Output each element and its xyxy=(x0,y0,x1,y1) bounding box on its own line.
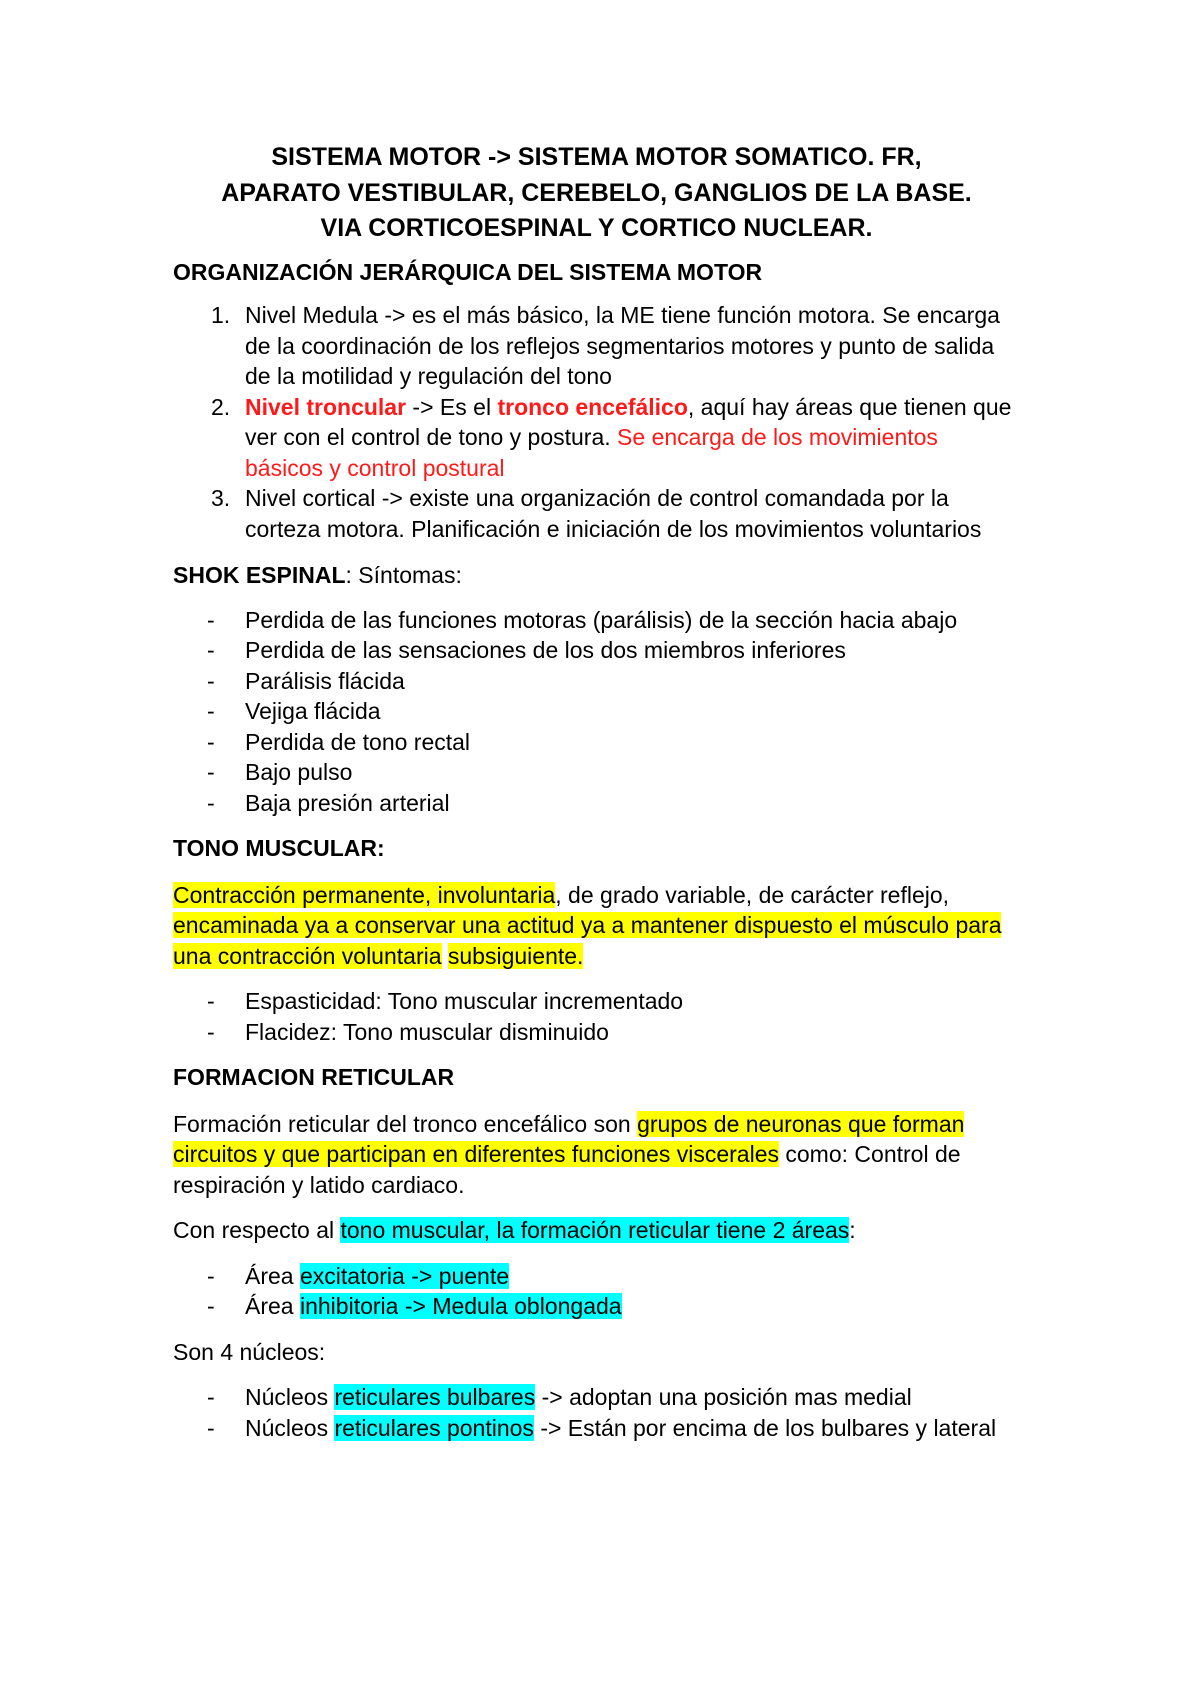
emphasis-red: Se encarga de los movimientos básicos y control postural xyxy=(245,424,938,481)
list-item-text: Perdida de las funciones motoras (parálisis) de la sección hacia abajo xyxy=(245,606,958,633)
text-run: Área xyxy=(245,1293,300,1319)
list-item xyxy=(173,727,1020,758)
highlight-cyan: -> xyxy=(404,1262,439,1289)
text-run: -> Es el xyxy=(406,393,498,420)
fr-paragraph-1 xyxy=(173,1109,1020,1201)
highlight-cyan: -> xyxy=(398,1293,433,1319)
title-line: VIA CORTICOESPINAL Y CORTICO NUCLEAR. xyxy=(320,214,873,242)
list-item xyxy=(173,392,1020,484)
fr-nuclei-list xyxy=(173,1382,1020,1443)
fr-paragraph-3: Son 4 núcleos: xyxy=(173,1338,326,1365)
list-item-text: Nivel Medula -> es el más básico, la ME tiene función motora. Se encarga de la coordinación de los reflejos segmentarios motores y punto de salida de la motilidad y regulación del tono xyxy=(245,302,1000,389)
list-item xyxy=(173,1413,1020,1444)
bullet-dash: - xyxy=(207,988,215,1014)
list-item-text: Baja presión arterial xyxy=(245,789,450,816)
emphasis-red-bold: Nivel troncular xyxy=(245,393,407,420)
text-run: : xyxy=(849,1217,856,1243)
title-line: SISTEMA MOTOR -> SISTEMA MOTOR SOMATICO. FR, xyxy=(271,143,922,171)
list-item xyxy=(173,1017,1020,1048)
bullet-dash: - xyxy=(207,1018,215,1045)
text-run: -> Están por encima de los bulbares y lateral xyxy=(533,1414,997,1441)
highlight-cyan: excitatoria xyxy=(299,1262,405,1289)
highlight-yellow: Contracción permanente, involuntaria xyxy=(173,881,556,908)
list-item-text: Nivel cortical -> existe una organización de control comandada por la corteza motora. Planificación e iniciación de los movimientos voluntarios xyxy=(245,485,982,542)
title-line: APARATO VESTIBULAR, CEREBELO, GANGLIOS DE LA BASE. xyxy=(221,178,972,207)
section-heading-organizacion: ORGANIZACIÓN JERÁRQUICA DEL SISTEMA MOTOR xyxy=(173,258,763,285)
list-item xyxy=(173,605,1020,636)
highlight-yellow: subsiguiente. xyxy=(447,942,584,969)
list-number: 2. xyxy=(211,393,231,420)
text-run: Núcleos xyxy=(245,1414,335,1441)
highlight-cyan: tono muscular, la formación reticular tiene 2 áreas xyxy=(340,1217,850,1243)
list-item xyxy=(173,788,1020,819)
list-item xyxy=(173,1261,1020,1292)
list-item xyxy=(173,1382,1020,1413)
tono-definition xyxy=(173,880,1020,972)
list-item xyxy=(173,666,1020,697)
bullet-dash: - xyxy=(207,1262,215,1289)
text-run: , aquí hay áreas que tienen que ver con el control de tono y postura. xyxy=(245,393,1012,450)
text-run: Con respecto al xyxy=(173,1217,341,1243)
text-run: Formación reticular del tronco encefálico son xyxy=(173,1110,638,1137)
list-item xyxy=(173,635,1020,666)
text-run: Núcleos xyxy=(245,1384,335,1410)
hierarchy-list xyxy=(173,300,1020,544)
section-heading-tono: TONO MUSCULAR: xyxy=(173,835,385,861)
list-item-text: Bajo pulso xyxy=(245,759,353,785)
list-item xyxy=(173,1291,1020,1322)
text-run: -> adoptan una posición mas medial xyxy=(535,1384,912,1410)
tono-list xyxy=(173,986,1020,1047)
list-item xyxy=(173,300,1020,392)
highlight-cyan: Medula oblongada xyxy=(432,1293,622,1319)
highlight-yellow: encaminada ya a conservar una actitud ya a mantener dispuesto el músculo para una contracción voluntaria xyxy=(173,912,1002,969)
shock-intro xyxy=(173,560,1020,591)
list-item-text: Perdida de tono rectal xyxy=(245,728,471,755)
bullet-dash: - xyxy=(207,1414,215,1441)
text-run xyxy=(442,943,448,969)
emphasis-red-bold: tronco encefálico xyxy=(497,393,688,420)
document-title xyxy=(173,140,1020,247)
text-run: como: Control de respiración y latido cardiaco. xyxy=(173,1141,961,1198)
fr-areas-list xyxy=(173,1261,1020,1322)
list-item xyxy=(173,696,1020,727)
list-item xyxy=(173,483,1020,544)
fr-paragraph-2 xyxy=(173,1215,1020,1246)
section-heading-shock: SHOK ESPINAL xyxy=(173,562,346,588)
list-number: 3. xyxy=(211,485,231,511)
highlight-yellow: grupos de neuronas que forman circuitos y que participan en diferentes funciones viscerales xyxy=(173,1110,965,1167)
highlight-cyan: inhibitoria xyxy=(299,1293,399,1319)
shock-symptom-list xyxy=(173,605,1020,819)
highlight-cyan: reticulares bulbares xyxy=(334,1384,536,1410)
bullet-dash: - xyxy=(207,789,215,816)
bullet-dash: - xyxy=(207,759,215,785)
bullet-dash: - xyxy=(207,728,215,755)
highlight-cyan: reticulares pontinos xyxy=(334,1414,534,1441)
list-item-text: Espasticidad: Tono muscular incrementado xyxy=(245,988,684,1014)
text-run: : Síntomas: xyxy=(345,562,462,588)
list-item xyxy=(173,757,1020,788)
text-run: , de grado variable, de carácter reflejo, xyxy=(555,881,950,908)
section-heading-formacion-reticular: FORMACION RETICULAR xyxy=(173,1064,455,1090)
list-item-text: Parálisis flácida xyxy=(245,667,405,694)
bullet-dash: - xyxy=(207,1384,215,1410)
highlight-cyan: puente xyxy=(438,1262,510,1289)
bullet-dash: - xyxy=(207,698,215,724)
list-item-text: Perdida de las sensaciones de los dos miembros inferiores xyxy=(245,637,846,663)
bullet-dash: - xyxy=(207,1293,215,1319)
bullet-dash: - xyxy=(207,606,215,633)
text-run: Área xyxy=(245,1262,300,1289)
list-item-text: Flacidez: Tono muscular disminuido xyxy=(245,1018,609,1045)
list-item xyxy=(173,986,1020,1017)
bullet-dash: - xyxy=(207,667,215,694)
bullet-dash: - xyxy=(207,637,215,663)
list-number: 1. xyxy=(211,302,231,328)
list-item-text: Vejiga flácida xyxy=(245,698,381,724)
